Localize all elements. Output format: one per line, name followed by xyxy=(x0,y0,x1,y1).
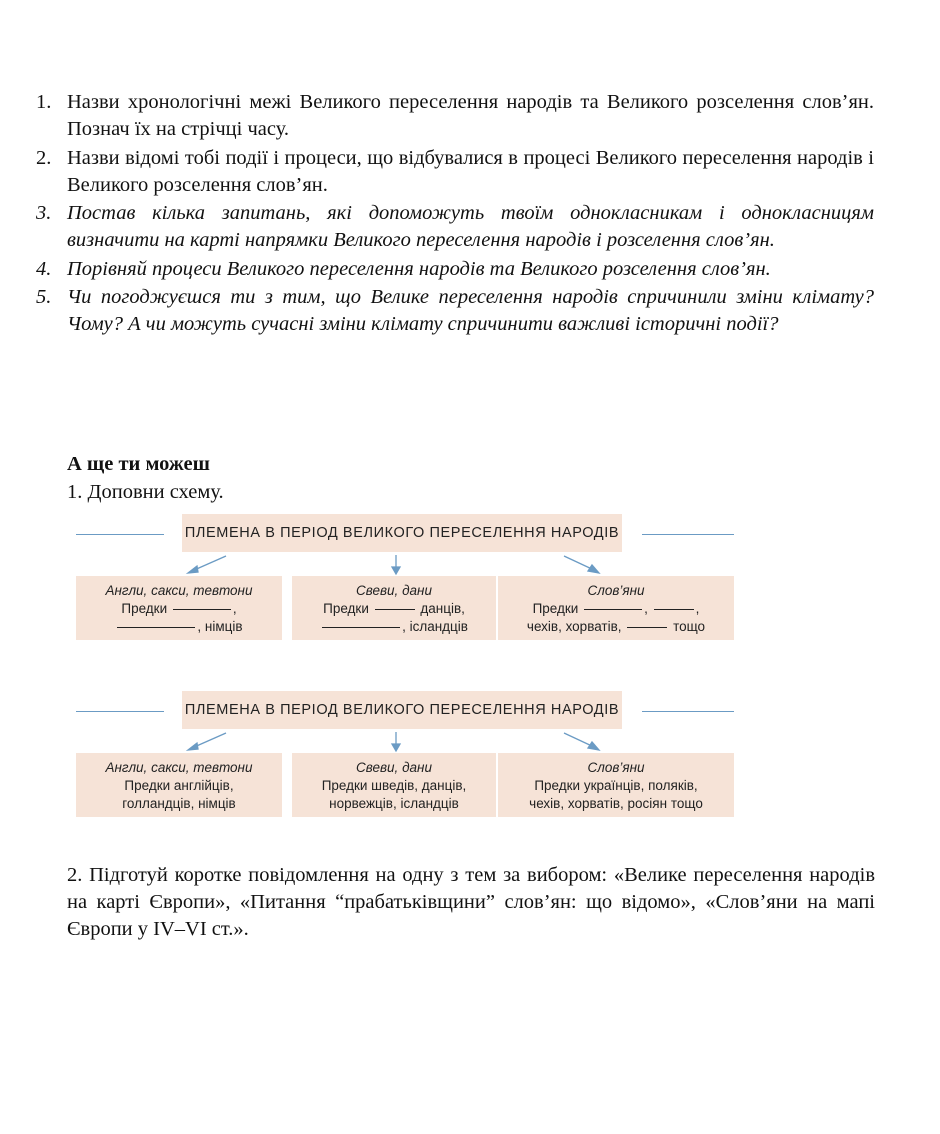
question-number: 3. xyxy=(36,202,52,224)
box-text: данців, xyxy=(420,601,465,616)
box-text: Предки xyxy=(532,601,579,616)
box-title: Англи, сакси, тевтони xyxy=(105,760,253,775)
box-text: , ісландців xyxy=(402,619,468,634)
question-text: Постав кілька запитань, які допоможуть твоїм однокласникам і однокласницям визначити на карті напрямки Великого переселення народів і розселення слов’ян. xyxy=(67,202,874,251)
arrows-icon xyxy=(76,729,736,753)
questions-list xyxy=(36,89,874,340)
blank-field[interactable] xyxy=(322,627,400,628)
question-text: Чи погоджуєшся ти з тим, що Велике переселення народів спричинили зміни клімату? Чому? А чи можуть сучасні зміни клімату спричинити важливі історичні події? xyxy=(67,286,874,335)
scheme-title: ПЛЕМЕНА В ПЕРІОД ВЕЛИКОГО ПЕРЕСЕЛЕННЯ НАРОДІВ xyxy=(182,691,622,729)
arrows-icon xyxy=(76,552,736,576)
divider-line xyxy=(642,711,734,712)
question-text: Назви хронологічні межі Великого переселення народів та Великого розселення слов’ян. Познач їх на стрічці часу. xyxy=(67,91,874,140)
box-angles-saxons xyxy=(76,753,282,817)
divider-line xyxy=(76,711,164,712)
box-line-1: Предки англійців, xyxy=(124,778,234,793)
box-text: , німців xyxy=(197,619,243,634)
box-sueves-danes xyxy=(292,576,496,640)
box-title: Слов’яни xyxy=(587,583,645,598)
divider-line xyxy=(642,534,734,535)
question-4 xyxy=(36,256,874,283)
scheme-title: ПЛЕМЕНА В ПЕРІОД ВЕЛИКОГО ПЕРЕСЕЛЕННЯ НАРОДІВ xyxy=(182,514,622,552)
box-line-2: норвежців, ісландців xyxy=(329,796,459,811)
blank-field[interactable] xyxy=(654,609,694,610)
question-number: 4. xyxy=(36,257,52,280)
box-text: , xyxy=(644,601,648,616)
box-line-1: Предки шведів, данців, xyxy=(321,778,467,793)
box-sueves-danes xyxy=(292,753,496,817)
box-text: Предки xyxy=(323,601,369,616)
section-heading: А ще ти можеш xyxy=(67,453,210,475)
box-angles-saxons xyxy=(76,576,282,640)
question-number: 5. xyxy=(36,286,52,308)
question-number: 1. xyxy=(36,91,52,113)
box-line-1 xyxy=(498,600,734,618)
task-1-text: 1. Доповни схему. xyxy=(67,481,224,503)
box-line-2 xyxy=(498,618,734,636)
box-line-2: голландців, німців xyxy=(122,796,236,811)
task-2-text: 2. Підготуй коротке повідомлення на одну з тем за вибором: «Велике переселення народів на карті Європи», «Питання “прабатьківщини” слов’ян: що відомо», «Слов’яни на мапі Європи у IV–VI ст.». xyxy=(67,864,875,940)
box-title: Свеви, дани xyxy=(356,760,432,775)
box-line-2 xyxy=(292,618,496,636)
box-title: Слов’яни xyxy=(587,760,645,775)
box-slavs xyxy=(498,753,734,817)
box-line-1 xyxy=(76,600,282,618)
blank-field[interactable] xyxy=(173,609,231,610)
blank-field[interactable] xyxy=(375,609,415,610)
blank-field[interactable] xyxy=(627,627,667,628)
blank-field[interactable] xyxy=(117,627,195,628)
box-text: , xyxy=(232,601,237,616)
question-2 xyxy=(36,145,874,199)
box-line-1 xyxy=(292,600,496,618)
question-text: Назви відомі тобі події і процеси, що відбувалися в процесі Великого переселення народів і Великого розселення слов’ян. xyxy=(67,146,874,196)
box-title: Англи, сакси, тевтони xyxy=(105,583,253,598)
box-text: чехів, хорватів, xyxy=(526,619,622,634)
divider-line xyxy=(76,534,164,535)
question-1 xyxy=(36,89,874,143)
blank-field[interactable] xyxy=(584,609,642,610)
box-line-2 xyxy=(76,618,282,636)
box-text: Предки xyxy=(121,601,168,616)
box-text: , xyxy=(695,601,700,616)
question-5 xyxy=(36,284,874,338)
box-slavs xyxy=(498,576,734,640)
box-text: тощо xyxy=(673,619,706,634)
box-line-1: Предки українців, поляків, xyxy=(534,778,698,793)
question-text: Порівняй процеси Великого переселення народів та Великого розселення слов’ян. xyxy=(67,257,771,280)
box-title: Свеви, дани xyxy=(356,583,432,598)
question-3 xyxy=(36,200,874,254)
box-line-2: чехів, хорватів, росіян тощо xyxy=(529,796,703,811)
question-number: 2. xyxy=(36,146,52,169)
